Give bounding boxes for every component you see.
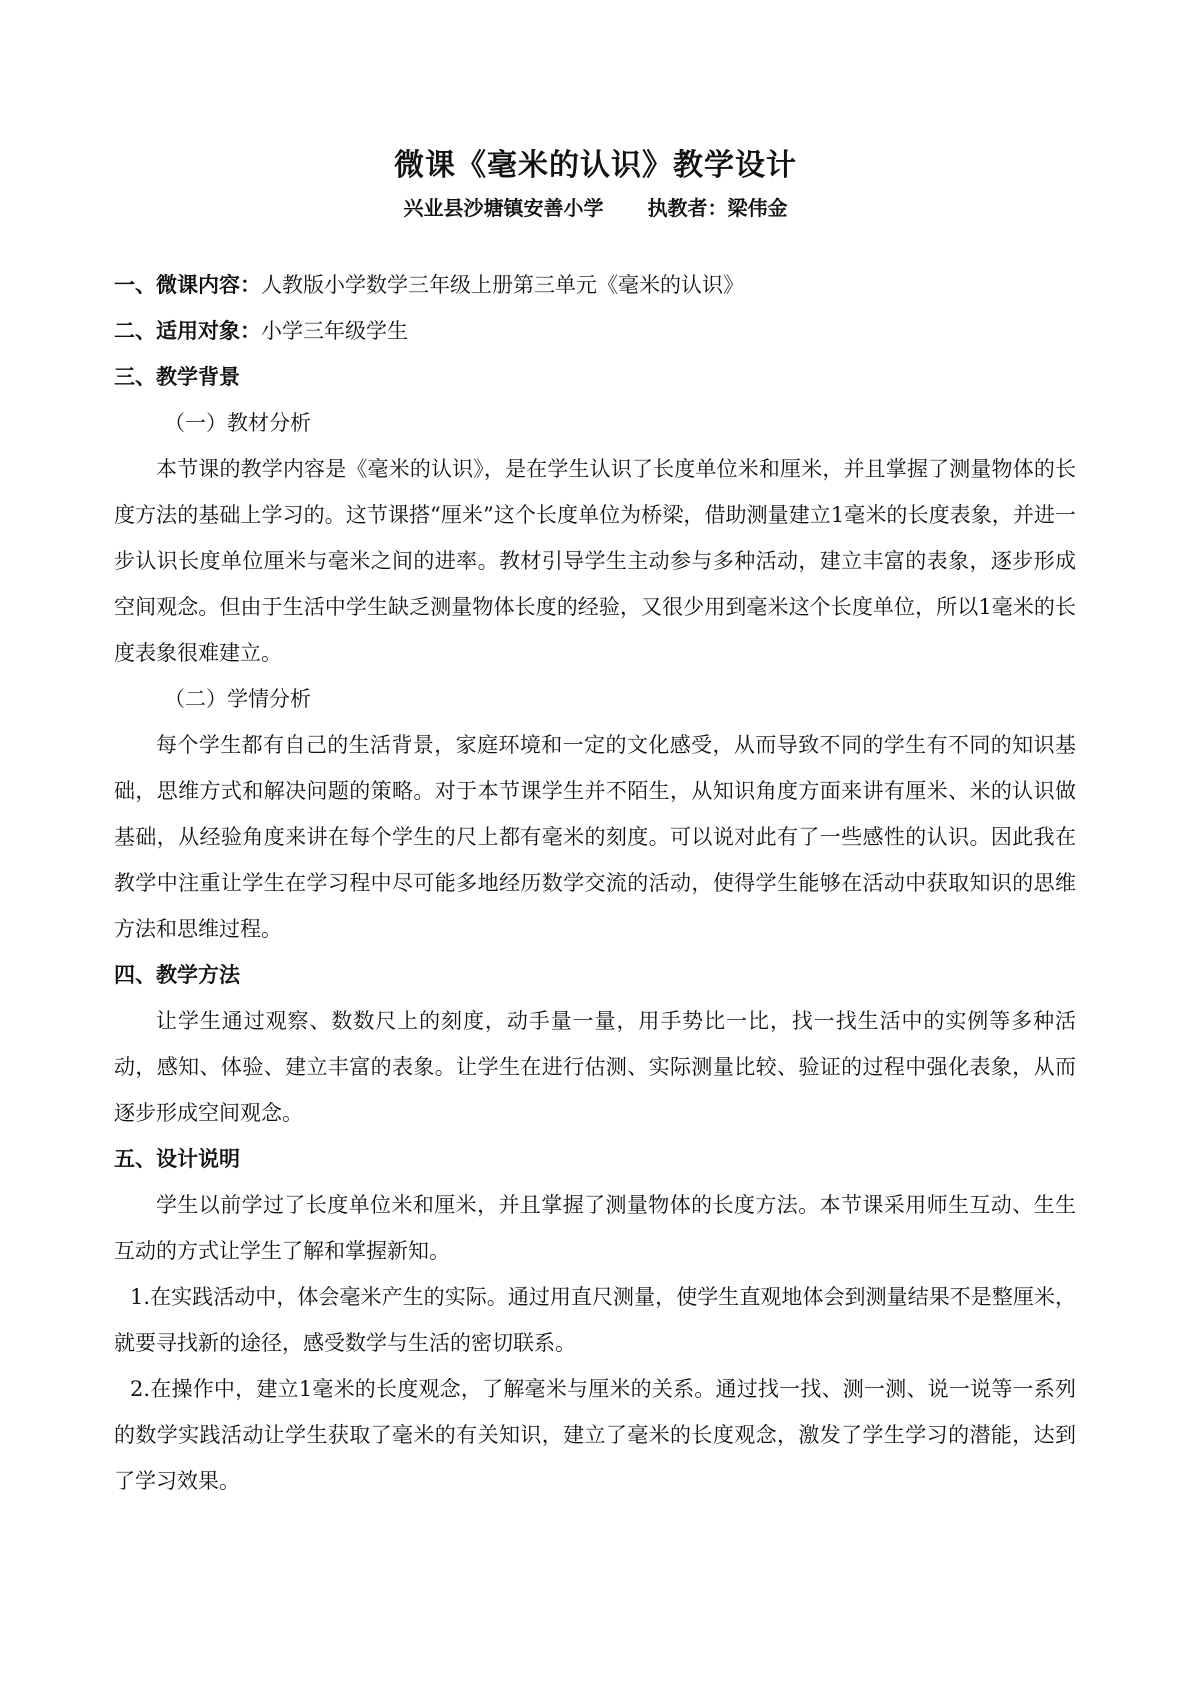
paragraph-method: 让学生通过观察、数数尺上的刻度，动手量一量，用手势比一比，找一找生活中的实例等多种活动，感知、体验、建立丰富的表象。让学生在进行估测、实际测量比较、验证的过程中强化表象，从而逐步形成空间观念。 — [114, 1009, 1076, 1125]
section-heading-method: 四、教学方法 — [114, 963, 240, 987]
section-heading-design: 五、设计说明 — [114, 1147, 240, 1171]
paragraph-students: 每个学生都有自己的生活背景，家庭环境和一定的文化感受，从而导致不同的学生有不同的知识基础，思维方式和解决问题的策略。对于本节课学生并不陌生，从知识角度方面来讲有厘米、米的认识做基础，从经验角度来讲在每个学生的尺上都有毫米的刻度。可以说对此有了一些感性的认识。因此我在教学中注重让学生在学习程中尽可能多地经历数学交流的活动，使得学生能够在活动中获取知识的思维方法和思维过程。 — [114, 733, 1076, 941]
list-item-design-1: 1.在实践活动中，体会毫米产生的实际。通过用直尺测量，使学生直观地体会到测量结果不是整厘米，就要寻找新的途径，感受数学与生活的密切联系。 — [114, 1285, 1076, 1355]
document-title: 微课《毫米的认识》教学设计 — [394, 148, 797, 183]
section-heading: 一、微课内容： — [114, 273, 261, 297]
section-heading-background: 三、教学背景 — [114, 365, 240, 389]
list-item-design-2: 2.在操作中，建立1毫米的长度观念，了解毫米与厘米的关系。通过找一找、测一测、说一说等一系列的数学实践活动让学生获取了毫米的有关知识，建立了毫米的长度观念，激发了学生学习的潜能，达到了学习效果。 — [114, 1377, 1076, 1493]
section-text: 人教版小学数学三年级上册第三单元《毫米的认识》 — [261, 273, 744, 297]
section-audience — [114, 308, 1076, 354]
section-heading: 二、适用对象： — [114, 319, 261, 343]
section-content — [114, 262, 1076, 308]
paragraph-design-intro: 学生以前学过了长度单位米和厘米，并且掌握了测量物体的长度方法。本节课采用师生互动、生生互动的方式让学生了解和掌握新知。 — [114, 1193, 1076, 1263]
paragraph-textbook: 本节课的教学内容是《毫米的认识》，是在学生认识了长度单位米和厘米，并且掌握了测量物体的长度方法的基础上学习的。这节课搭“厘米”这个长度单位为桥梁，借助测量建立1毫米的长度表象，并进一步认识长度单位厘米与毫米之间的进率。教材引导学生主动参与多种活动，建立丰富的表象，逐步形成空间观念。但由于生活中学生缺乏测量物体长度的经验，又很少用到毫米这个长度单位，所以1毫米的长度表象很难建立。 — [114, 457, 1076, 665]
byline — [0, 192, 1191, 221]
teacher-name: 执教者：梁伟金 — [647, 196, 788, 220]
school-name: 兴业县沙塘镇安善小学 — [403, 196, 604, 220]
section-text: 小学三年级学生 — [261, 319, 408, 343]
subheading-textbook: （一）教材分析 — [164, 411, 311, 435]
subheading-students: （二）学情分析 — [164, 687, 311, 711]
document-body — [114, 262, 1076, 1504]
